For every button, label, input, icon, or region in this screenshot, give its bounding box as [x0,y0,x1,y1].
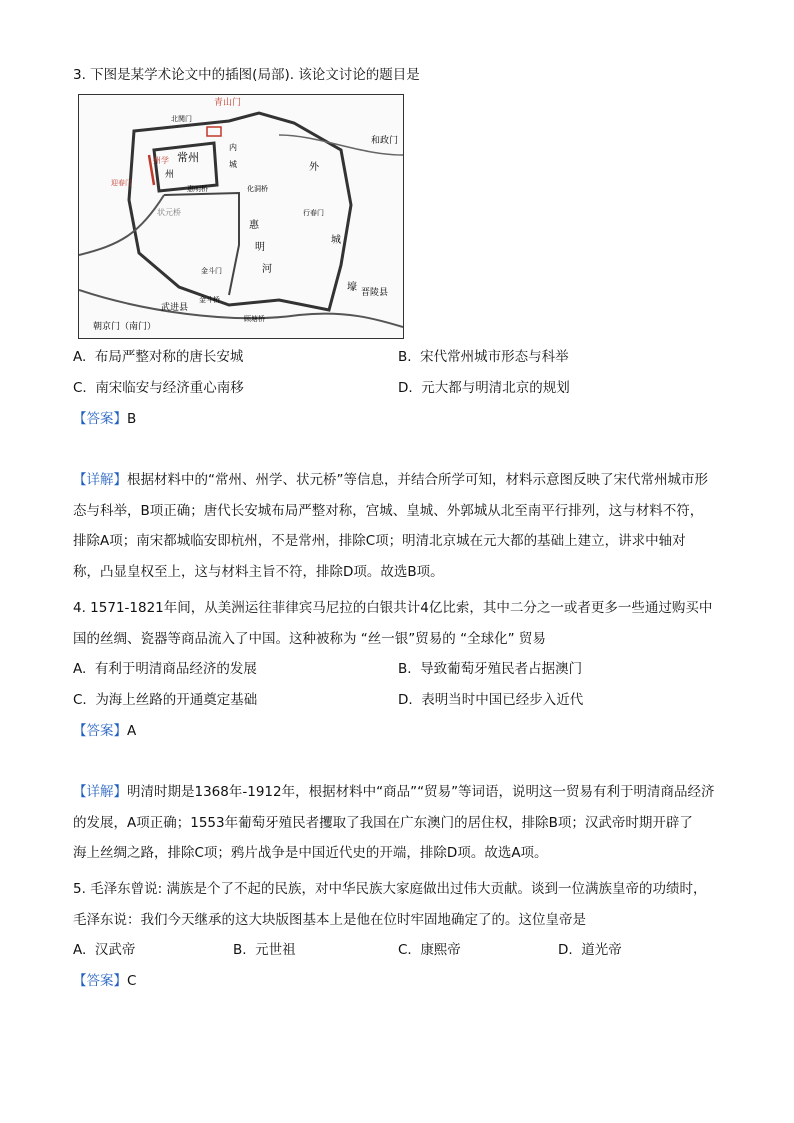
q3-stem: 3. 下图是某学术论文中的插图(局部). 该论文讨论的题目是 [73,67,420,83]
map-drawing [79,95,403,338]
label-hui: 惠 [249,220,259,231]
label-zichun: 行春门 [303,209,324,217]
label-ming: 明 [255,242,265,253]
label-hao: 壕 [347,282,357,293]
q4-stem: 4. 1571-1821年间，从美洲运往菲律宾马尼拉的白银共计4亿比索，其中二分之一或者更多一些通过购买中 国的丝绸、瓷器等商品流入了中国。这种被称为 “丝一银”贸易的 “全球化” 贸易 [73,600,713,647]
river-west [79,195,164,255]
q3-option-a: A. 布局严整对称的唐长安城 [73,349,244,365]
historical-city-map [78,94,404,339]
label-heping: 和政门 [371,136,399,146]
label-zhouxue: 州学 [153,156,169,165]
q4-option-c: C. 为海上丝路的开通奠定基础 [73,692,258,708]
q5-option-c: C. 康熙帝 [398,942,461,958]
q4-option-b: B. 导致葡萄牙殖民者占据澳门 [398,661,583,677]
q3-option-b: B. 宋代常州城市形态与科举 [398,349,569,365]
q3-option-d: D. 元大都与明清北京的规划 [398,380,570,396]
q3-detail: 【详解】根据材料中的“常州、州学、状元桥”等信息，并结合所学可知，材料示意图反映了宋代常州城市形 态与科举，B项正确；唐代长安城布局严整对称，宫城、皇城、外郭城从北至南平行排列，这与材料不符， 排除A项；南宋都城临安即杭州，不是常州，排除C项；明清北京城在元大都的基础上建立，讲求中轴对 称，凸显皇权至上，这与材料主旨不符，排除D项。故选B项。 [73,472,708,580]
label-he: 河 [262,264,272,275]
label-wai: 外 [309,162,319,173]
label-cheng-inner: 城 [229,160,237,169]
label-changzhou: 常州 [177,151,199,164]
label-qingshan: 青山门 [214,98,242,108]
q5-stem: 5. 毛泽东曾说: 满族是个了不起的民族，对中华民族大家庭做出过伟大贡献。谈到一位满族皇帝的功绩时， 毛泽东说：我们今天继承的这大块版图基本上是他在位时牢固地确定了的。这位皇帝是 [73,881,707,928]
q5-option-d: D. 道光帝 [558,942,622,958]
label-chaojing: 朝京门（南门） [93,322,157,332]
label-jinliang: 金斗门 [201,267,222,275]
label-jinling: 晋陵县 [361,288,389,298]
q4-option-a: A. 有利于明清商品经济的发展 [73,661,257,677]
label-huiming: 惠明桥 [187,185,208,193]
q4-detail: 【详解】明清时期是1368年-1912年，根据材料中“商品”“贸易”等词语，说明这一贸易有利于明清商品经济 的发展，A项正确；1553年葡萄牙殖民者攫取了我国在广东澳门的居住权，排除B项；汉武帝时期开辟了 海上丝绸之路，排除C项；鸦片战争是中国近代史的开端，排除D项。故选A项。 [73,784,715,861]
label-huatong: 化洞桥 [247,185,268,193]
label-zhou-mark: 州 [165,170,175,180]
qingshan-marker [207,127,221,136]
q5-option-a: A. 汉武帝 [73,942,136,958]
q4-answer: 【答案】A [73,723,137,739]
q5-answer: 【答案】C [73,973,137,989]
label-wujin: 武进县 [161,303,189,313]
label-yingchun: 迎春门 [111,179,132,187]
q3-option-c: C. 南宋临安与经济重心南移 [73,380,244,396]
label-beiguan: 北関门 [171,115,192,123]
q3-answer: 【答案】B [73,411,137,427]
label-nei: 内 [229,143,237,152]
label-cheng-outer: 城 [331,235,341,246]
label-jinliang-bridge: 金斗桥 [199,296,220,304]
q5-option-b: B. 元世祖 [233,942,296,958]
label-zhuangyuan: 状元桥 [157,208,181,217]
label-gubo: 顾塘桥 [244,315,265,323]
q4-option-d: D. 表明当时中国已经步入近代 [398,692,584,708]
